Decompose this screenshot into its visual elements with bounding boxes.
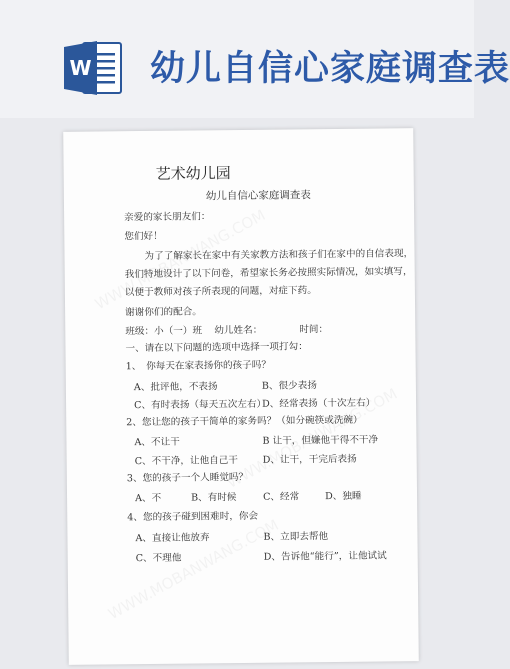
banner-title: 幼儿自信心家庭调查表 bbox=[150, 49, 510, 89]
school-name: 艺术幼儿园 bbox=[155, 164, 231, 183]
option-d[interactable]: D、告诉他“能行”，让他试试 bbox=[263, 550, 387, 563]
option-b[interactable]: B、很少表扬 bbox=[261, 380, 317, 392]
option-a[interactable]: A、不让干 bbox=[134, 436, 180, 449]
intro-line: 为了了解家长在家中有关家教方法和孩子们在家中的自信表现， bbox=[144, 248, 414, 263]
instruction: 一、请在以下问题的选项中选择一项打勾： bbox=[125, 341, 308, 355]
option-d[interactable]: D、经常表扬（十次左右） bbox=[262, 397, 376, 410]
option-c[interactable]: C、不干净，让他自己干 bbox=[134, 455, 239, 468]
header-banner bbox=[0, 0, 510, 118]
class-field: 班级：小（一）班 bbox=[125, 325, 203, 338]
question-text: 2、您让您的孩子干简单的家务吗？（如分碗筷或洗碗） bbox=[126, 414, 363, 429]
option-a[interactable]: A、批评他，不表扬 bbox=[133, 381, 218, 394]
option-b[interactable]: B 让干，但嫌他干得不干净 bbox=[262, 434, 379, 447]
option-c[interactable]: C、经常 bbox=[262, 491, 300, 503]
option-c[interactable]: C、不理他 bbox=[135, 552, 182, 565]
word-icon bbox=[63, 40, 123, 96]
intro-line: 以便于教师对孩子所表现的问题，对症下药。 bbox=[124, 285, 317, 299]
document-page bbox=[63, 128, 419, 665]
question-text: 4、您的孩子碰到困难时，你会 bbox=[127, 510, 259, 524]
option-c[interactable]: C、有时表扬（每天五次左右） bbox=[134, 398, 267, 412]
question-text: 1、 你每天在家表扬你的孩子吗？ bbox=[125, 359, 271, 373]
svg-text:W: W bbox=[69, 56, 92, 80]
option-b[interactable]: B、有时候 bbox=[191, 492, 237, 504]
option-a[interactable]: A、直接让他放弃 bbox=[135, 532, 210, 545]
intro-line: 我们特地设计了以下问卷，希望家长务必按照实际情况，如实填写， bbox=[124, 266, 413, 281]
question-text: 3、您的孩子一个人睡觉吗？ bbox=[126, 471, 249, 485]
thanks-line: 谢谢你们的配合。 bbox=[125, 306, 202, 319]
hello: 您们好！ bbox=[124, 230, 163, 243]
option-d[interactable]: D、独睡 bbox=[324, 490, 362, 503]
option-a[interactable]: A、不 bbox=[135, 492, 162, 505]
option-d[interactable]: D、让干，干完后表扬 bbox=[262, 453, 357, 466]
option-b[interactable]: B、立即去帮他 bbox=[263, 531, 329, 543]
name-field: 幼儿姓名： bbox=[214, 324, 263, 337]
document-title: 幼儿自信心家庭调查表 bbox=[205, 189, 311, 203]
greeting: 亲爱的家长朋友们： bbox=[124, 211, 211, 224]
time-field: 时间： bbox=[299, 324, 329, 336]
